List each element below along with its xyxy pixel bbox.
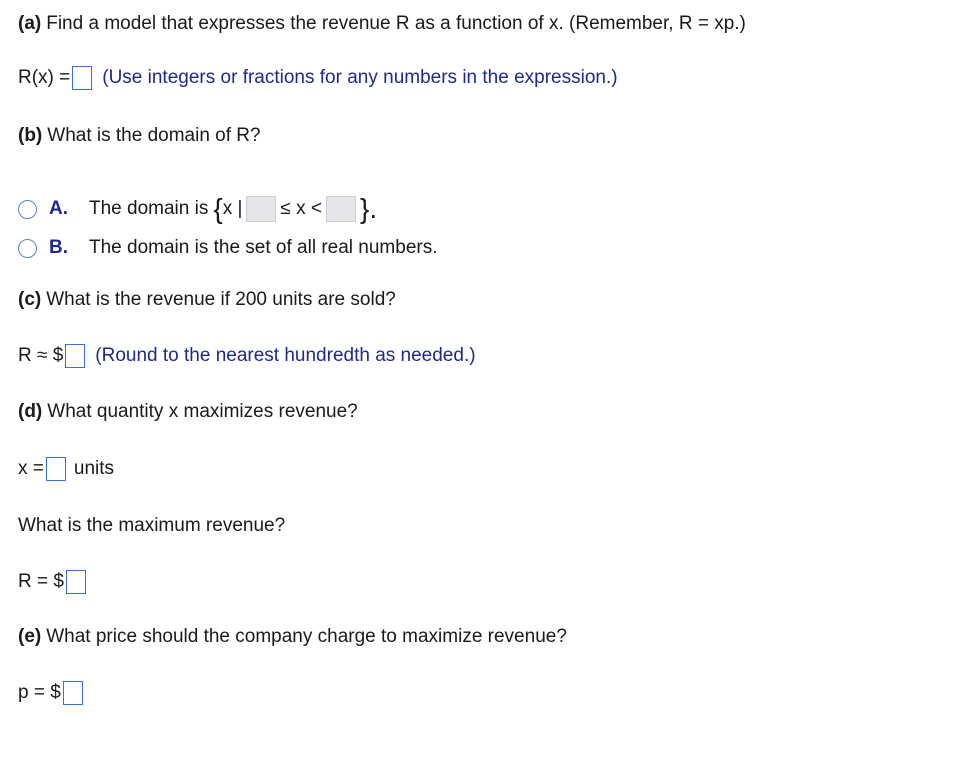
part-d-question (18, 400, 358, 424)
part-a-question (18, 12, 746, 36)
max-revenue-prefix: R = $ (18, 571, 64, 592)
part-a-hint: (Use integers or fractions for any numbers in the expression.) (102, 67, 618, 88)
part-c-text: What is the revenue if 200 units are sold? (46, 289, 396, 310)
part-e-text: What price should the company charge to maximize revenue? (46, 626, 567, 647)
domain-lower-bound-box[interactable] (246, 196, 276, 222)
price-row (18, 681, 85, 705)
part-d-label: (d) (18, 401, 43, 422)
part-d-text: What quantity x maximizes revenue? (47, 401, 358, 422)
open-brace: { (213, 193, 223, 224)
part-b-question (18, 124, 261, 148)
close-brace: }. (360, 193, 378, 224)
part-b-label: (b) (18, 125, 43, 146)
part-c-question (18, 288, 396, 312)
max-x-suffix: units (73, 458, 115, 479)
part-e-question (18, 625, 567, 649)
max-revenue-text: What is the maximum revenue? (18, 515, 286, 536)
max-x-row (18, 457, 114, 481)
max-revenue-row (18, 570, 88, 594)
part-c-answer-row (18, 344, 476, 368)
domain-upper-bound-box[interactable] (326, 196, 356, 222)
part-a-text: Find a model that expresses the revenue R as a function of x. (Remember, R = xp.) (46, 13, 746, 34)
rx-answer-box[interactable] (72, 66, 92, 90)
price-prefix: p = $ (18, 682, 61, 703)
option-a-radio[interactable] (18, 200, 37, 219)
option-b-radio[interactable] (18, 239, 37, 258)
option-b-letter: B. (49, 237, 68, 258)
part-b-text: What is the domain of R? (47, 125, 261, 146)
option-b-text: The domain is the set of all real numbers. (89, 237, 438, 258)
part-a-label: (a) (18, 13, 42, 34)
option-a-letter: A. (49, 198, 68, 219)
max-revenue-question (18, 514, 285, 538)
set-var: x | (222, 198, 243, 219)
part-e-label: (e) (18, 626, 42, 647)
rx-prefix: R(x) = (18, 67, 71, 88)
part-c-label: (c) (18, 289, 42, 310)
max-x-prefix: x = (18, 458, 44, 479)
option-a-text: The domain is (89, 198, 209, 219)
part-a-answer-row (18, 66, 618, 90)
price-answer-box[interactable] (63, 681, 83, 705)
option-a-row[interactable] (18, 193, 378, 224)
max-revenue-answer-box[interactable] (66, 570, 86, 594)
part-c-hint: (Round to the nearest hundredth as needed.) (95, 345, 476, 366)
option-b-row[interactable] (18, 236, 438, 260)
revenue-200-prefix: R ≈ $ (18, 345, 64, 366)
revenue-200-answer-box[interactable] (65, 344, 85, 368)
max-x-answer-box[interactable] (46, 457, 66, 481)
domain-inequality: ≤ x < (280, 198, 323, 219)
